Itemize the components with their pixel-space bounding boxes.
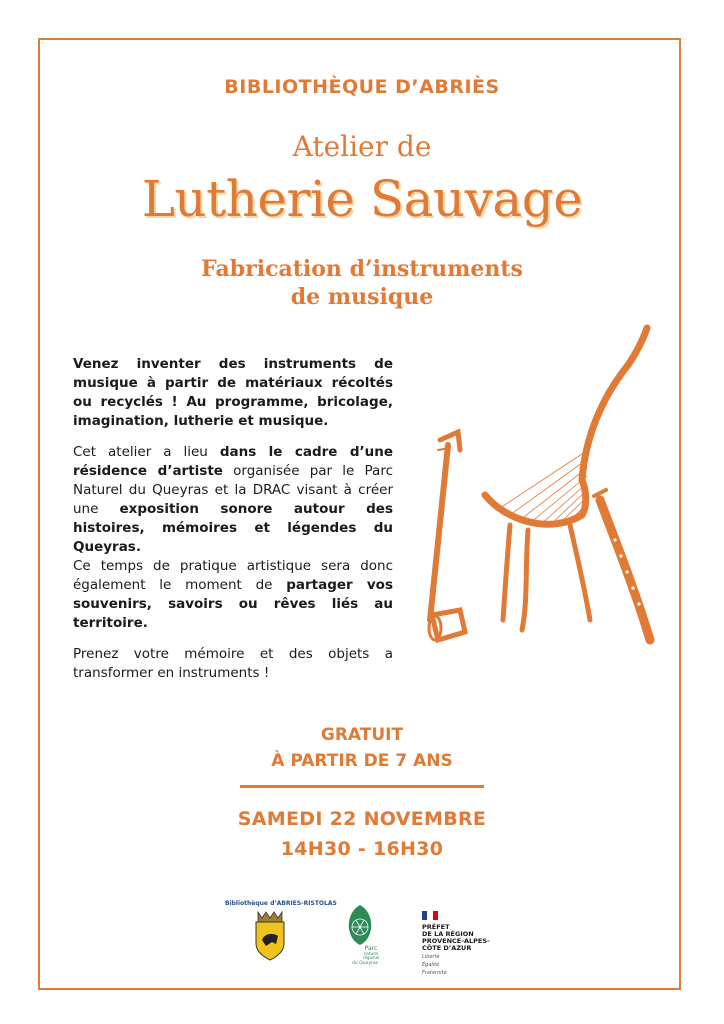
pricing-info (0, 722, 724, 774)
library-logo-caption: Bibliothèque d’ABRIES-RISTOLAS (225, 900, 337, 907)
price-label: GRATUIT (320, 725, 404, 745)
event-date (0, 804, 724, 864)
motto-1: Liberté (422, 954, 440, 960)
context-text-f: partager vos souvenirs, savoirs ou rêves liés au territoire. (73, 577, 393, 631)
context-text-b: dans le cadre d’une résidence d’artiste (73, 444, 393, 479)
parc-line-3: régional (362, 955, 380, 960)
motto-2: Égalité (422, 962, 440, 968)
subtitle-line-1: Fabrication d’instruments (201, 256, 523, 282)
atelier-label: Atelier de (292, 130, 432, 163)
age-label: À PARTIR DE 7 ANS (271, 751, 453, 771)
subtitle-line-2: de musique (290, 284, 434, 310)
context-text-a: Cet atelier a lieu (73, 444, 220, 460)
motto-3: Fraternité (422, 970, 447, 976)
library-logo (225, 900, 337, 966)
parc-line-2: naturel (363, 951, 379, 956)
marianne-flag-icon (422, 911, 438, 920)
parc-line-4: du Queyras (352, 961, 378, 965)
parc-line-1: Parc (364, 945, 378, 952)
divider (240, 785, 484, 788)
prefet-logo (422, 905, 512, 976)
intro-paragraph (73, 355, 393, 431)
poster-title: Lutherie Sauvage (141, 170, 583, 228)
instruments-illustration (410, 320, 670, 660)
context-text-c: organisée par le Parc Naturel du Queyras et la DRAC visant à créer une (73, 463, 393, 517)
library-name: BIBLIOTHÈQUE D’ABRIÈS (224, 76, 500, 98)
context-text-e: Ce temps de pratique artistique sera donc également le moment de (73, 558, 393, 593)
poster-subtitle (0, 255, 724, 311)
context-text-d: exposition sonore autour des histoires, mémoires et légendes du Queyras. (73, 501, 393, 555)
description (73, 355, 393, 695)
prefet-line-4: CÔTE D’AZUR (422, 944, 472, 952)
coat-of-arms-icon (252, 910, 288, 962)
time-label: 14H30 - 16H30 (280, 838, 444, 860)
closing-paragraph: Prenez votre mémoire et des objets a transformer en instruments ! (73, 646, 393, 681)
intro-text: Venez inventer des instruments de musique à partir de matériaux récoltés ou recyclés ! Au programme, bricolage, imagination, lutherie et musique. (73, 356, 393, 429)
prefet-line-1: PRÉFET (422, 923, 450, 931)
prefet-line-3: PROVENCE-ALPES- (422, 937, 490, 945)
parc-queyras-logo (335, 903, 385, 965)
prefet-line-2: DE LA RÉGION (422, 930, 474, 938)
context-paragraph (73, 443, 393, 633)
parc-leaf-icon (335, 903, 385, 965)
date-label: SAMEDI 22 NOVEMBRE (237, 808, 487, 830)
